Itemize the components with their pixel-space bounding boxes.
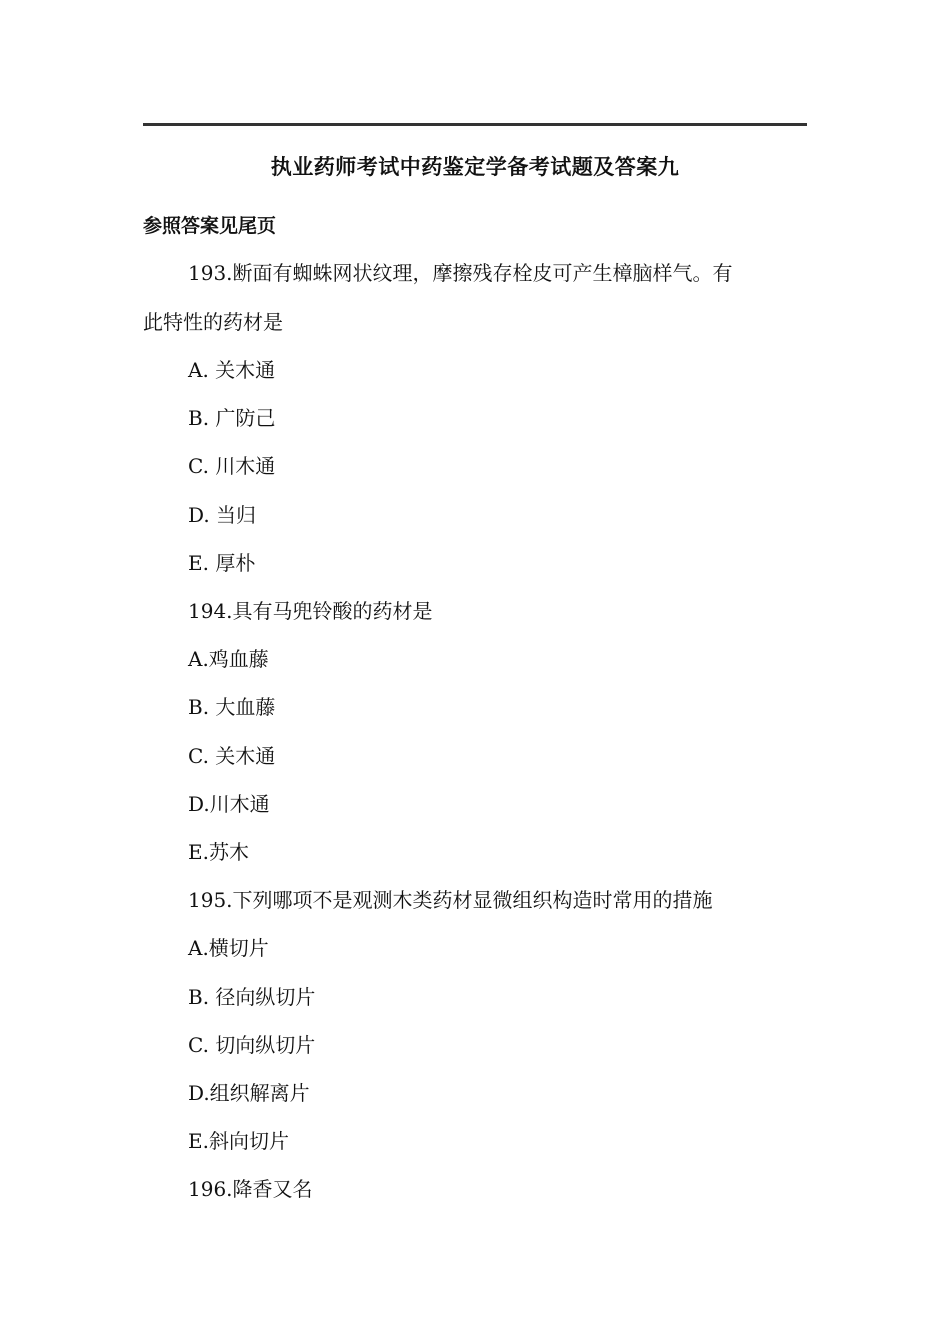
question-193-option-a: A. 关木通 <box>188 358 276 382</box>
reference-note: 参照答案见尾页 <box>143 215 277 237</box>
question-193-option-d: D. 当归 <box>188 503 257 527</box>
question-195-option-c: C. 切向纵切片 <box>188 1033 316 1057</box>
document-title: 执业药师考试中药鉴定学备考试题及答案九 <box>270 155 680 179</box>
question-195-stem: 195.下列哪项不是观测木类药材显微组织构造时常用的措施 <box>188 888 713 912</box>
question-194-option-d: D.川木通 <box>188 792 270 816</box>
question-193-option-e: E. 厚朴 <box>188 551 256 575</box>
question-194-option-a: A.鸡血藤 <box>188 647 269 671</box>
question-193-stem-line1: 193.断面有蜘蛛网状纹理，摩擦残存栓皮可产生樟脑样气。有 <box>188 261 733 285</box>
question-195-option-e: E.斜向切片 <box>188 1129 289 1153</box>
question-194-option-c: C. 关木通 <box>188 744 276 768</box>
question-194-option-e: E.苏木 <box>188 840 249 864</box>
question-193-stem-line2: 此特性的药材是 <box>143 310 283 334</box>
question-195-option-a: A.横切片 <box>188 936 269 960</box>
question-193-option-b: B. 广防己 <box>188 406 276 430</box>
question-195-option-b: B. 径向纵切片 <box>188 985 316 1009</box>
question-194-stem: 194.具有马兜铃酸的药材是 <box>188 599 433 623</box>
question-194-option-b: B. 大血藤 <box>188 695 276 719</box>
question-196-stem: 196.降香又名 <box>188 1177 313 1201</box>
header-rule <box>143 123 807 126</box>
question-193-option-c: C. 川木通 <box>188 454 276 478</box>
question-195-option-d: D.组织解离片 <box>188 1081 310 1105</box>
